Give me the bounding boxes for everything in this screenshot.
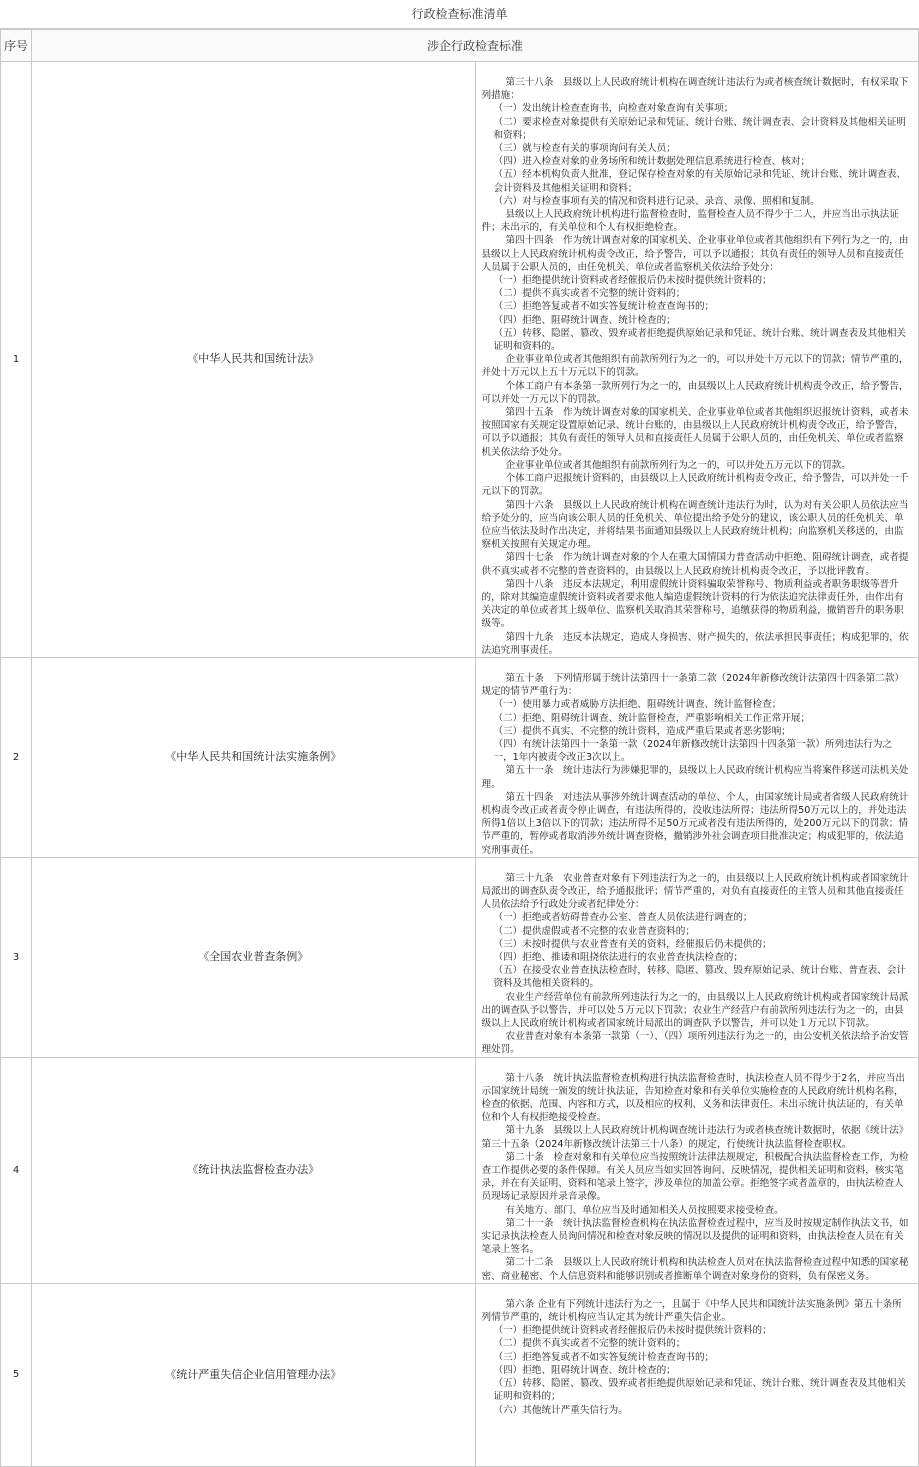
article-paragraph: （三）拒绝答复或者不如实答复统计检查查询书的；: [493, 1351, 715, 1363]
row-index: 4: [1, 1057, 32, 1283]
article-paragraph: （二）提供不真实或者不完整的统计资料的；: [493, 1338, 686, 1350]
article-paragraph: （五）转移、隐匿、篡改、毁弃或者拒绝提供原始记录和凭证、统计台账、统计调查表及其他相关证明和资料的；: [493, 1378, 907, 1403]
article-paragraph: 第二十一条 统计执法监督检查机构在执法监督检查过程中，应当及时按规定制作执法文书，如实记录执法检查人员询问情况和检查对象反映的情况以及提供的证明和资料，由执法检查人员在有关笔录上签名。: [481, 1217, 909, 1256]
standards-table: [0, 29, 919, 1467]
law-name: 《统计严重失信企业信用管理办法》: [32, 1283, 476, 1466]
article-paragraph: （二）提供虚假或者不完整的农业普查资料的；: [493, 925, 695, 937]
article-paragraph: 第十八条 统计执法监督检查机构进行执法监督检查时，执法检查人员不得少于2名，并应当出示国家统计局统一颁发的统计执法证，告知检查对象和有关单位实施检查的人民政府统计机构名称，检查的依据、范围、内容和方式，以及相应的权利、义务和法律责任。未出示统计执法证的，有关单位和个人有权拒绝接受检查。: [481, 1072, 905, 1124]
article-paragraph: 第十九条 县级以上人民政府统计机构调查统计违法行为或者核查统计数据时，依据《统计法》第三十五条（2024年新修改统计法第三十八条）的规定，行使统计执法监督检查职权。: [481, 1125, 909, 1150]
article-paragraph: 第四十五条 作为统计调查对象的国家机关、企业事业单位或者其他组织迟报统计资料，或者未按照国家有关规定设置原始记录、统计台账的，由县级以上人民政府统计机构责令改正，给予警告，可以予以通报；其负有责任的领导人员和直接责任人员属于公职人员的，由任免机关、单位或者监察机关依法给予处分。: [481, 407, 909, 458]
article-paragraph: 第五十一条 统计违法行为涉嫌犯罪的，县级以上人民政府统计机构应当将案件移送司法机关处理。: [481, 765, 909, 790]
article-paragraph: （六）对与检查事项有关的情况和资料进行记录、录音、录像、照相和复制。: [493, 195, 820, 207]
article-paragraph: 第四十九条 违反本法规定，造成人身损害、财产损失的，依法承担民事责任；构成犯罪的，依法追究刑事责任。: [481, 631, 909, 656]
law-name: 《全国农业普查条例》: [32, 857, 476, 1057]
table-row: [1, 62, 919, 658]
article-paragraph: （三）未按时提供与农业普查有关的资料，经催报后仍未提供的；: [493, 938, 772, 950]
article-paragraph: 第四十六条 县级以上人民政府统计机构在调查统计违法行为时，认为对有关公职人员依法应当给予处分的，应当向该公职人员的任免机关、单位提出给予处分的建议，该公职人员的任免机关、单位应当依法及时作出决定，并将结果书面通知县级以上人民政府统计机构；向监察机关移送的，由监察机关按照有关规定办理。: [481, 499, 909, 551]
standard-content: [475, 62, 919, 658]
article-paragraph: （一）拒绝或者妨碍普查办公室、普查人员依法进行调查的；: [493, 912, 753, 924]
article-paragraph: 第四十七条 作为统计调查对象的个人在重大国情国力普查活动中拒绝、阻碍统计调查，或者提供不真实或者不完整的普查资料的，由县级以上人民政府统计机构责令改正，予以批评教育。: [481, 552, 909, 577]
table-row: [1, 1283, 919, 1466]
article-paragraph: 第二十二条 县级以上人民政府统计机构和执法检查人员对在执法监督检查过程中知悉的国家秘密、商业秘密、个人信息资料和能够识别或者推断单个调查对象身份的资料，负有保密义务。: [481, 1257, 909, 1282]
article-paragraph: （四）进入检查对象的业务场所和统计数据处理信息系统进行检查、核对；: [493, 156, 811, 168]
row-index: 3: [1, 857, 32, 1057]
row-index: 1: [1, 62, 32, 658]
article-paragraph: 企业事业单位或者其他组织有前款所列行为之一的，可以并处五万元以下的罚款。: [505, 459, 851, 471]
row-index: 2: [1, 657, 32, 857]
article-paragraph: 县级以上人民政府统计机构进行监督检查时，监督检查人员不得少于二人，并应当出示执法证件；未出示的，有关单位和个人有权拒绝检查。: [481, 209, 899, 234]
law-name: 《统计执法监督检查办法》: [32, 1057, 476, 1283]
article-paragraph: 农业普查对象有本条第一款第（一）、（四）项所列违法行为之一的，由公安机关依法给予治安管理处罚。: [481, 1031, 909, 1056]
article-paragraph: （一）发出统计检查查询书，向检查对象查询有关事项；: [493, 103, 734, 115]
article-paragraph: （二）要求检查对象提供有关原始记录和凭证、统计台账、统计调查表、会计资料及其他相关证明和资料；: [493, 116, 907, 141]
article-paragraph: 第四十四条 作为统计调查对象的国家机关、企业事业单位或者其他组织有下列行为之一的，由县级以上人民政府统计机构责令改正，给予警告，可以予以通报；其负有责任的领导人员和直接责任人员属于公职人员的，由任免机关、单位或者监察机关依法给予处分：: [481, 235, 909, 273]
article-paragraph: 第四十八条 违反本法规定，利用虚假统计资料骗取荣誉称号、物质利益或者职务职级等晋升的，除对其编造虚假统计资料或者要求他人编造虚假统计资料的行为依法追究法律责任外，由作出有关决定的单位或者其上级单位、监察机关取消其荣誉称号，追缴获得的物质利益，撤销晋升的职务职级等。: [481, 578, 904, 630]
law-name: 《中华人民共和国统计法》: [32, 62, 476, 658]
article-paragraph: 第二十条 检查对象和有关单位应当按照统计法律法规规定，积极配合执法监督检查工作，为检查工作提供必要的条件保障。有关人员应当如实回答询问、反映情况，提供相关证明和资料，核实笔录，并在有关证明、资料和笔录上签字，涉及单位的加盖公章。拒绝签字或者盖章的，由执法检查人员现场记录原因并录音录像。: [481, 1151, 909, 1203]
article-paragraph: （四）拒绝、阻碍统计调查、统计检查的；: [493, 1364, 676, 1376]
article-paragraph: （三）提供不真实、不完整的统计资料，造成严重后果或者恶劣影响；: [493, 725, 791, 737]
article-paragraph: （一）拒绝提供统计资料或者经催报后仍未按时提供统计资料的；: [493, 275, 772, 287]
article-paragraph: 个体工商户迟报统计资料的，由县级以上人民政府统计机构责令改正，给予警告，可以并处一千元以下的罚款。: [481, 473, 909, 498]
article-paragraph: （五）经本机构负责人批准，登记保存检查对象的有关原始记录和凭证、统计台账、统计调查表、会计资料及其他相关证明和资料；: [493, 169, 907, 194]
article-paragraph: 第五十四条 对违法从事涉外统计调查活动的单位、个人，由国家统计局或者省级人民政府统计机构责令改正或者责令停止调查，有违法所得的，没收违法所得；违法所得50万元以上的，并处违法所得1倍以上3倍以下的罚款；违法所得不足50万元或者没有违法所得的，处200万元以下的罚款；情节严重的，暂停或者取消涉外统计调查资格，撤销涉外社会调查项目批准决定；构成犯罪的，依法追究刑事责任。: [481, 791, 909, 856]
article-paragraph: （三）就与检查有关的事项询问有关人员；: [493, 143, 676, 155]
standard-content: [475, 657, 919, 857]
header-standard: 涉企行政检查标准: [32, 30, 919, 62]
standard-content: [475, 1057, 919, 1283]
article-paragraph: （二）拒绝、阻碍统计调查、统计监督检查，严重影响相关工作正常开展；: [493, 712, 811, 724]
table-row: [1, 657, 919, 857]
article-paragraph: （二）提供不真实或者不完整的统计资料的；: [493, 288, 686, 300]
header-index: 序号: [1, 30, 32, 62]
article-paragraph: （四）有统计法第四十一条第一款（2024年新修改统计法第四十四条第一款）所列违法行为之一，1年内被责令改正3次以上。: [493, 738, 893, 764]
article-paragraph: （四）拒绝、阻碍统计调查、统计检查的；: [493, 314, 676, 326]
page-title: 行政检查标准清单: [0, 0, 919, 29]
article-paragraph: 第三十九条 农业普查对象有下列违法行为之一的，由县级以上人民政府统计机构或者国家统计局派出的调查队责令改正，给予通报批评；情节严重的，对负有直接责任的主管人员和其他直接责任人员依法给予行政处分或者纪律处分：: [481, 872, 909, 911]
table-row: [1, 857, 919, 1057]
article-paragraph: （一）拒绝提供统计资料或者经催报后仍未按时提供统计资料的；: [493, 1325, 772, 1337]
article-paragraph: （三）拒绝答复或者不如实答复统计检查查询书的；: [493, 301, 715, 313]
article-paragraph: 有关地方、部门、单位应当及时通知相关人员按照要求接受检查。: [505, 1204, 784, 1216]
article-paragraph: （五）在接受农业普查执法检查时，转移、隐匿、篡改、毁弃原始记录、统计台账、普查表、会计资料及其他相关资料的。: [493, 965, 907, 990]
article-paragraph: 第三十八条 县级以上人民政府统计机构在调查统计违法行为或者核查统计数据时，有权采取下列措施：: [481, 77, 909, 102]
law-name: 《中华人民共和国统计法实施条例》: [32, 657, 476, 857]
article-paragraph: 个体工商户有本条第一款所列行为之一的，由县级以上人民政府统计机构责令改正，给予警告，可以并处一万元以下的罚款。: [481, 380, 909, 405]
standard-content: [475, 857, 919, 1057]
row-index: 5: [1, 1283, 32, 1466]
standard-content: [475, 1283, 919, 1466]
article-paragraph: （四）拒绝、推诿和阻挠依法进行的农业普查执法检查的；: [493, 952, 743, 963]
article-paragraph: （五）转移、隐匿、篡改、毁弃或者拒绝提供原始记录和凭证、统计台账、统计调查表及其他相关证明和资料的。: [493, 327, 907, 353]
article-paragraph: （一）使用暴力或者威胁方法拒绝、阻碍统计调查、统计监督检查；: [493, 699, 782, 711]
article-paragraph: 农业生产经营单位有前款所列违法行为之一的，由县级以上人民政府统计机构或者国家统计局派出的调查队予以警告，并可以处５万元以下罚款；农业生产经营户有前款所列违法行为之一的，由县级以上人民政府统计机构或者国家统计局派出的调查队予以警告，并可以处１万元以下罚款。: [481, 991, 909, 1030]
article-paragraph: 第五十条 下列情形属于统计法第四十一条第二款（2024年新修改统计法第四十四条第二款）规定的情节严重行为：: [481, 672, 905, 698]
table-row: [1, 1057, 919, 1283]
table-header-row: [1, 30, 919, 62]
article-paragraph: （六）其他统计严重失信行为。: [493, 1404, 628, 1416]
article-paragraph: 第六条 企业有下列统计违法行为之一，且属于《中华人民共和国统计法实施条例》第五十条所列情节严重的，统计机构应当认定其为统计严重失信企业。: [481, 1298, 902, 1324]
article-paragraph: 企业事业单位或者其他组织有前款所列行为之一的，可以并处十万元以下的罚款；情节严重的，并处十万元以上五十万元以下的罚款。: [481, 354, 909, 379]
